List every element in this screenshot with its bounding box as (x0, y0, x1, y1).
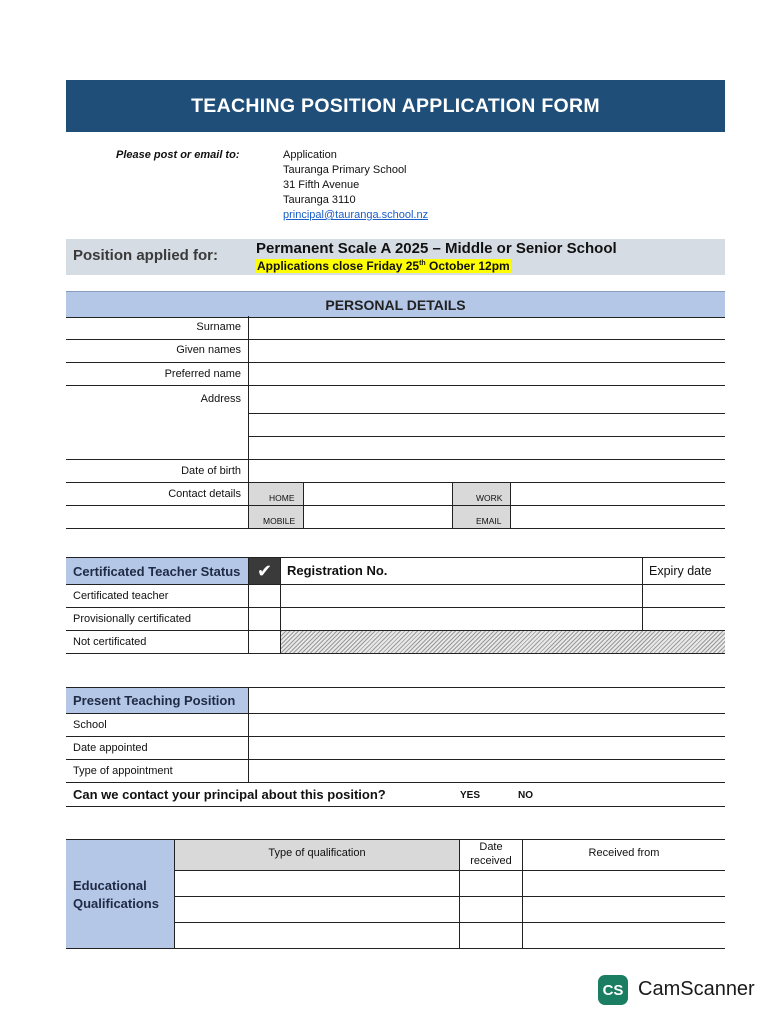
education-label (73, 877, 159, 913)
received-from-header: Received from (588, 847, 660, 859)
closing-date (256, 259, 511, 273)
camscanner-wordmark: CamScanner (638, 978, 755, 1000)
home-phone-field[interactable] (304, 483, 452, 505)
provisional-expiry-field[interactable] (643, 608, 725, 630)
cert-row-label: Provisionally certificated (73, 613, 191, 625)
not-certificated-checkbox[interactable] (249, 631, 280, 653)
address-line: Application (283, 149, 337, 161)
qualification-type-header: Type of qualification (268, 847, 366, 859)
given-names-field[interactable] (249, 340, 725, 362)
cert-heading: Certificated Teacher Status (73, 564, 241, 579)
qualification-type-field[interactable] (175, 871, 459, 896)
form-title: TEACHING POSITION APPLICATION FORM (66, 80, 725, 132)
school-field[interactable] (249, 714, 725, 736)
present-heading: Present Teaching Position (73, 693, 236, 708)
address-line: Tauranga Primary School (283, 164, 407, 176)
date-received-field[interactable] (460, 871, 522, 896)
address-line: Tauranga 3110 (283, 194, 356, 206)
preferred-name-label: Preferred name (164, 368, 241, 380)
row-divider (66, 806, 725, 807)
closing-date-prefix: Applications close Friday 25 (257, 259, 420, 273)
hatched-cell (281, 631, 725, 653)
mobile-label: MOBILE (263, 516, 296, 526)
contact-details-label: Contact details (168, 488, 241, 500)
received-from-field[interactable] (523, 923, 725, 948)
date-appointed-field[interactable] (249, 737, 725, 759)
email-field[interactable] (511, 506, 725, 528)
provisional-checkbox[interactable] (249, 608, 280, 630)
certificated-checkbox[interactable] (249, 585, 280, 607)
address-field[interactable] (249, 386, 725, 459)
email-link[interactable]: principal@tauranga.school.nz (283, 209, 429, 221)
surname-field[interactable] (249, 317, 725, 339)
received-from-field[interactable] (523, 897, 725, 922)
camscanner-logo: CS (598, 975, 628, 1005)
registration-no-header: Registration No. (287, 563, 388, 578)
education-label-line: Qualifications (73, 896, 159, 911)
date-received-line: received (470, 855, 512, 867)
present-row-label: Date appointed (73, 742, 148, 754)
date-received-header (460, 840, 522, 868)
date-received-field[interactable] (460, 923, 522, 948)
received-from-field[interactable] (523, 871, 725, 896)
row-divider (66, 653, 725, 654)
education-label-line: Educational (73, 878, 147, 893)
closing-date-suffix: October 12pm (425, 259, 510, 273)
post-label: Please post or email to: (116, 149, 240, 161)
check-header-icon: ✔ (249, 558, 280, 584)
appointment-type-field[interactable] (249, 760, 725, 782)
row-divider (66, 782, 725, 783)
email-label: EMAIL (476, 516, 502, 526)
home-label: HOME (269, 493, 295, 503)
dob-field[interactable] (249, 460, 725, 482)
expiry-date-header: Expiry date (649, 564, 712, 578)
position-label: Position applied for: (73, 247, 218, 264)
date-received-line: Date (479, 841, 503, 853)
mailing-address (283, 148, 428, 223)
position-value: Permanent Scale A 2025 – Middle or Senior School (256, 240, 617, 257)
contact-principal-question: Can we contact your principal about this position? (73, 787, 386, 802)
cert-row-label: Not certificated (73, 636, 147, 648)
qualification-type-field[interactable] (175, 923, 459, 948)
given-names-label: Given names (176, 344, 241, 356)
row-divider (66, 528, 725, 529)
work-phone-field[interactable] (511, 483, 725, 505)
table-bottom-border (66, 948, 725, 949)
closing-date-suffix-sup: th (419, 260, 426, 267)
preferred-name-field[interactable] (249, 363, 725, 385)
work-label: WORK (476, 493, 503, 503)
provisional-registration-field[interactable] (281, 608, 642, 630)
surname-label: Surname (196, 321, 241, 333)
expiry-date-field[interactable] (643, 585, 725, 607)
qualification-type-field[interactable] (175, 897, 459, 922)
dob-label: Date of birth (181, 465, 241, 477)
cert-row-label: Certificated teacher (73, 590, 169, 602)
present-row-label: Type of appointment (73, 765, 173, 777)
address-label: Address (200, 393, 241, 405)
yes-option[interactable]: YES (460, 790, 481, 801)
personal-details-heading: PERSONAL DETAILS (66, 291, 725, 318)
present-row-label: School (73, 719, 107, 731)
registration-no-field[interactable] (281, 585, 642, 607)
mobile-phone-field[interactable] (304, 506, 452, 528)
no-option[interactable]: NO (518, 790, 533, 801)
address-line: 31 Fifth Avenue (283, 179, 360, 191)
date-received-field[interactable] (460, 897, 522, 922)
